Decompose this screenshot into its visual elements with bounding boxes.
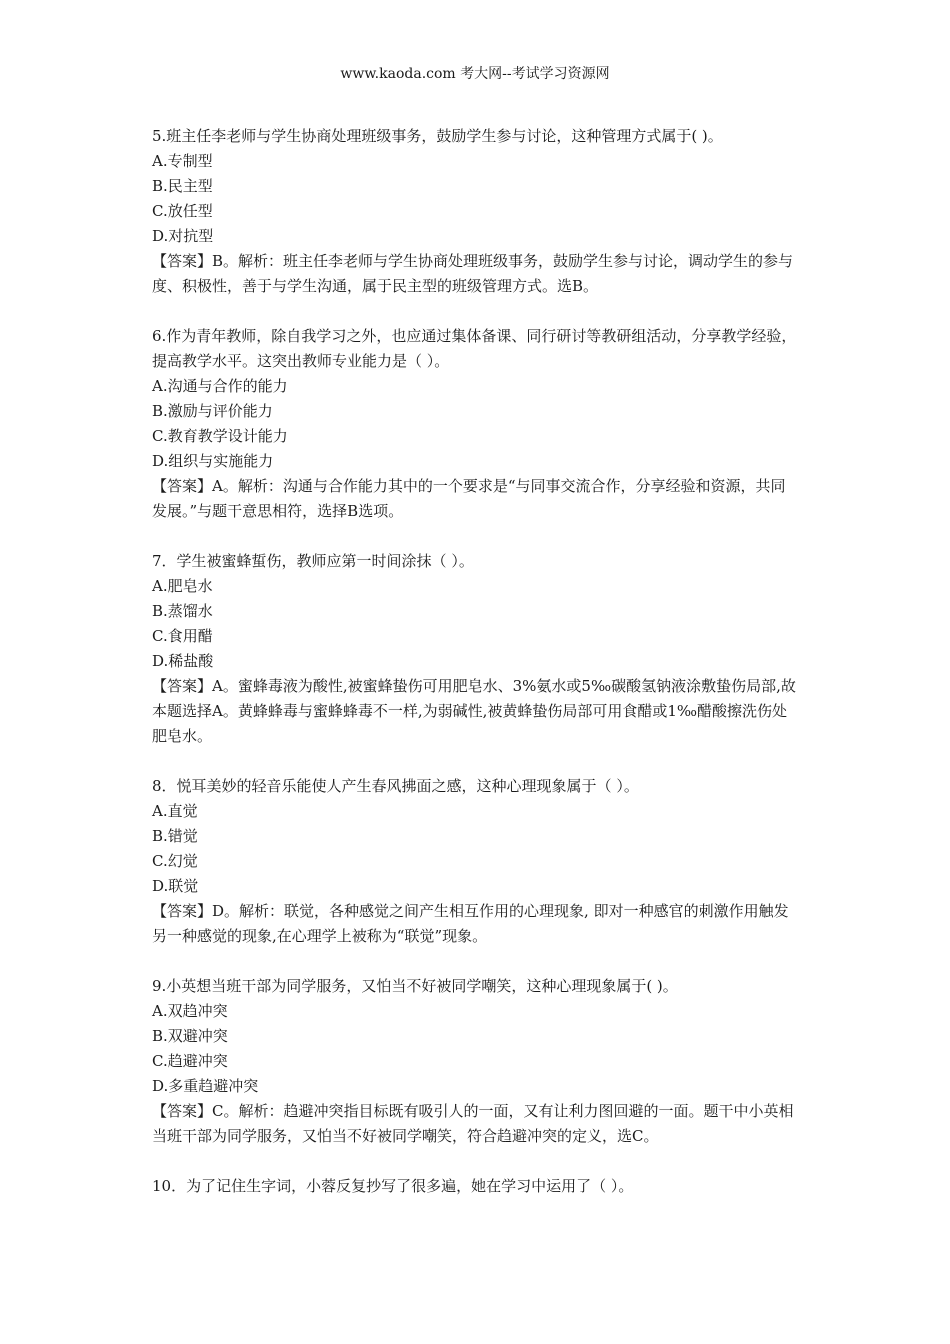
option-d: D.多重趋避冲突 [152,1077,259,1095]
option-d: D.稀盐酸 [152,652,214,670]
question-text: 8．悦耳美妙的轻音乐能使人产生春风拂面之感，这种心理现象属于（ ）。 [152,777,639,795]
question-list [152,124,800,1224]
option-c: C.趋避冲突 [152,1052,228,1070]
question-text: 5.班主任李老师与学生协商处理班级事务，鼓励学生参与讨论，这种管理方式属于( )。 [152,127,723,145]
question-6 [152,324,800,524]
question-text: 7．学生被蜜蜂蜇伤，教师应第一时间涂抹（ ）。 [152,552,474,570]
option-a: A.专制型 [152,152,213,170]
question-text: 9.小英想当班干部为同学服务，又怕当不好被同学嘲笑，这种心理现象属于( )。 [152,977,678,995]
option-b: B.蒸馏水 [152,602,213,620]
answer-explanation: 【答案】A。蜜蜂毒液为酸性,被蜜蜂蛰伤可用肥皂水、3%氨水或5‰碳酸氢钠液涂敷蛰伤局部,故本题选择A。黄蜂蜂毒与蜜蜂蜂毒不一样,为弱碱性,被黄蜂蛰伤局部可用食醋或1‰醋酸擦洗伤处肥皂水。 [152,677,796,745]
option-a: A.直觉 [152,802,198,820]
option-c: C.幻觉 [152,852,198,870]
option-d: D.联觉 [152,877,199,895]
option-b: B.双避冲突 [152,1027,228,1045]
answer-explanation: 【答案】C。解析：趋避冲突指目标既有吸引人的一面，又有让利力图回避的一面。题干中小英相当班干部为同学服务，又怕当不好被同学嘲笑，符合趋避冲突的定义，选C。 [152,1102,794,1145]
answer-explanation: 【答案】D。解析：联觉，各种感觉之间产生相互作用的心理现象, 即对一种感官的刺激作用触发另一种感觉的现象,在心理学上被称为“联觉”现象。 [152,902,789,945]
option-d: D.对抗型 [152,227,214,245]
option-b: B.民主型 [152,177,213,195]
question-7 [152,549,800,749]
option-c: C.放任型 [152,202,213,220]
question-9 [152,974,800,1149]
question-8 [152,774,800,949]
question-10 [152,1174,800,1199]
option-b: B.错觉 [152,827,198,845]
page-header: www.kaoda.com 考大网--考试学习资源网 [340,66,610,82]
option-c: C.教育教学设计能力 [152,427,288,445]
option-a: A.双趋冲突 [152,1002,228,1020]
option-d: D.组织与实施能力 [152,452,274,470]
question-text: 10．为了记住生字词，小蓉反复抄写了很多遍，她在学习中运用了（ ）。 [152,1177,634,1195]
option-a: A.沟通与合作的能力 [152,377,288,395]
question-5 [152,124,800,299]
question-text: 6.作为青年教师，除自我学习之外，也应通过集体备课、同行研讨等教研组活动，分享教学经验，提高教学水平。这突出教师专业能力是（ ）。 [152,327,797,370]
option-c: C.食用醋 [152,627,213,645]
option-a: A.肥皂水 [152,577,213,595]
answer-explanation: 【答案】A。解析：沟通与合作能力其中的一个要求是“与同事交流合作，分享经验和资源，共同发展。”与题干意思相符，选择B选项。 [152,477,786,520]
answer-explanation: 【答案】B。解析：班主任李老师与学生协商处理班级事务，鼓励学生参与讨论，调动学生的参与度、积极性，善于与学生沟通，属于民主型的班级管理方式。选B。 [152,252,794,295]
option-b: B.激励与评价能力 [152,402,273,420]
